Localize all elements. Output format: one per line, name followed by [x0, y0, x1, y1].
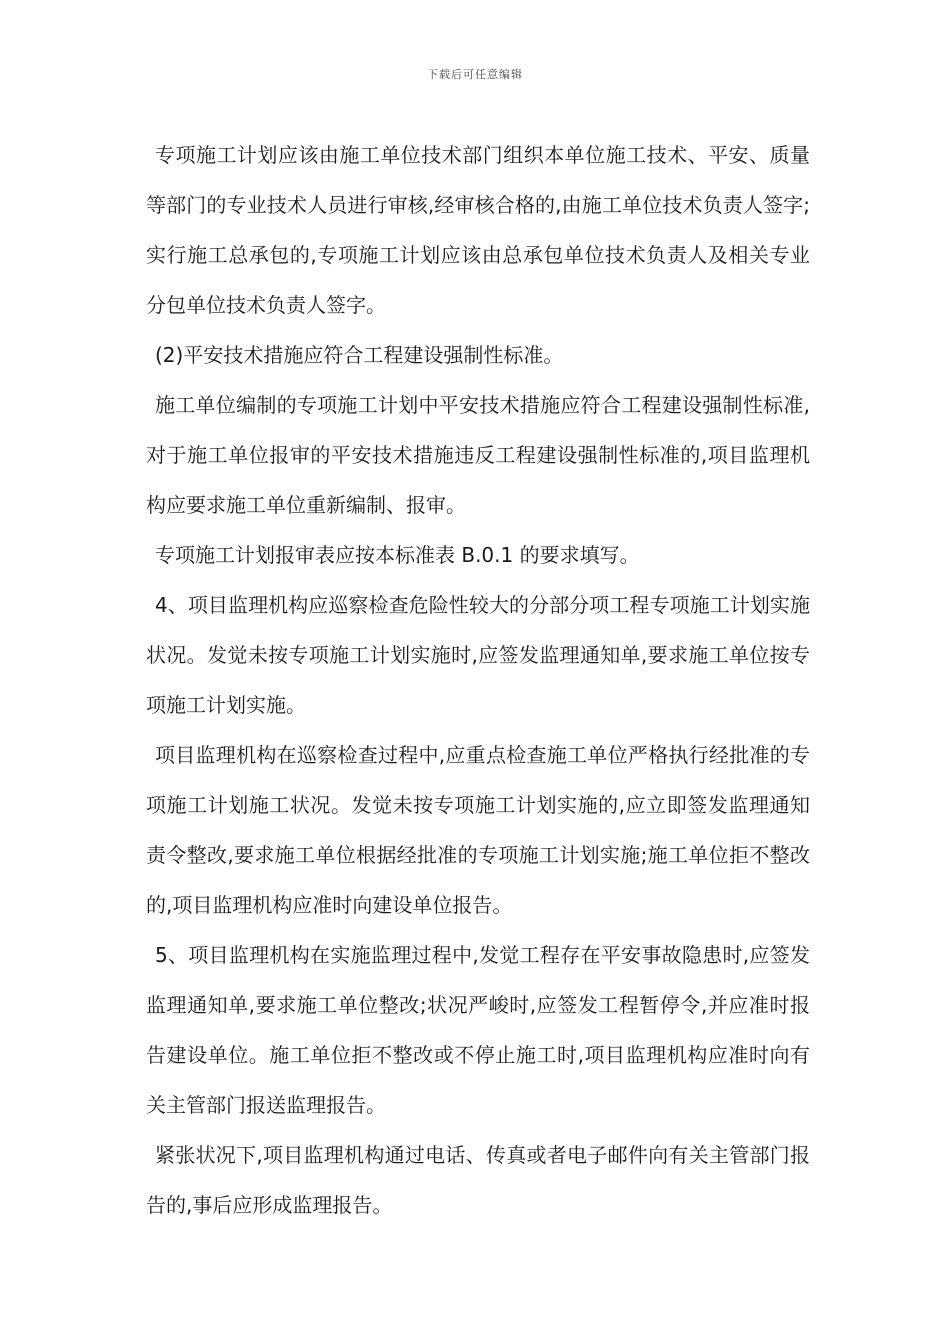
paragraph-emergency: 紧张状况下,项目监理机构通过电话、传真或者电子邮件向有关主管部门报告的,事后应形成监理报告。: [146, 1143, 810, 1217]
document-body: [146, 130, 810, 1230]
paragraph-review-approval: 专项施工计划应该由施工单位技术部门组织本单位施工技术、平安、质量等部门的专业技术人员进行审核,经审核合格的,由施工单位技术负责人签字;实行施工总承包的,专项施工计划应该由总承包单位技术负责人及相关专业分包单位技术负责人签字。: [146, 143, 810, 317]
paragraph-safety-standard: (2)平安技术措施应符合工程建设强制性标准。: [155, 343, 564, 367]
paragraph-item-5: 5、项目监理机构在实施监理过程中,发觉工程存在平安事故隐患时,应签发监理通知单,要求施工单位整改;状况严峻时,应签发工程暂停令,并应准时报告建设单位。施工单位拒不整改或不停止施工时,项目监理机构应准时向有关主管部门报送监理报告。: [146, 943, 810, 1117]
page-header: 下载后可任意编辑: [427, 68, 523, 81]
paragraph-inspection: 项目监理机构在巡察检查过程中,应重点检查施工单位严格执行经批准的专项施工计划施工状况。发觉未按专项施工计划实施的,应立即签发监理通知责令整改,要求施工单位根据经批准的专项施工计划实施;施工单位拒不整改的,项目监理机构应准时向建设单位报告。: [146, 743, 810, 917]
paragraph-form-filling: 专项施工计划报审表应按本标准表 B.0.1 的要求填写。: [155, 543, 640, 567]
paragraph-item-4: 4、项目监理机构应巡察检查危险性较大的分部分项工程专项施工计划实施状况。发觉未按专项施工计划实施时,应签发监理通知单,要求施工单位按专项施工计划实施。: [146, 593, 810, 717]
paragraph-standard-compliance: 施工单位编制的专项施工计划中平安技术措施应符合工程建设强制性标准,对于施工单位报审的平安技术措施违反工程建设强制性标准的,项目监理机构应要求施工单位重新编制、报审。: [146, 393, 810, 517]
